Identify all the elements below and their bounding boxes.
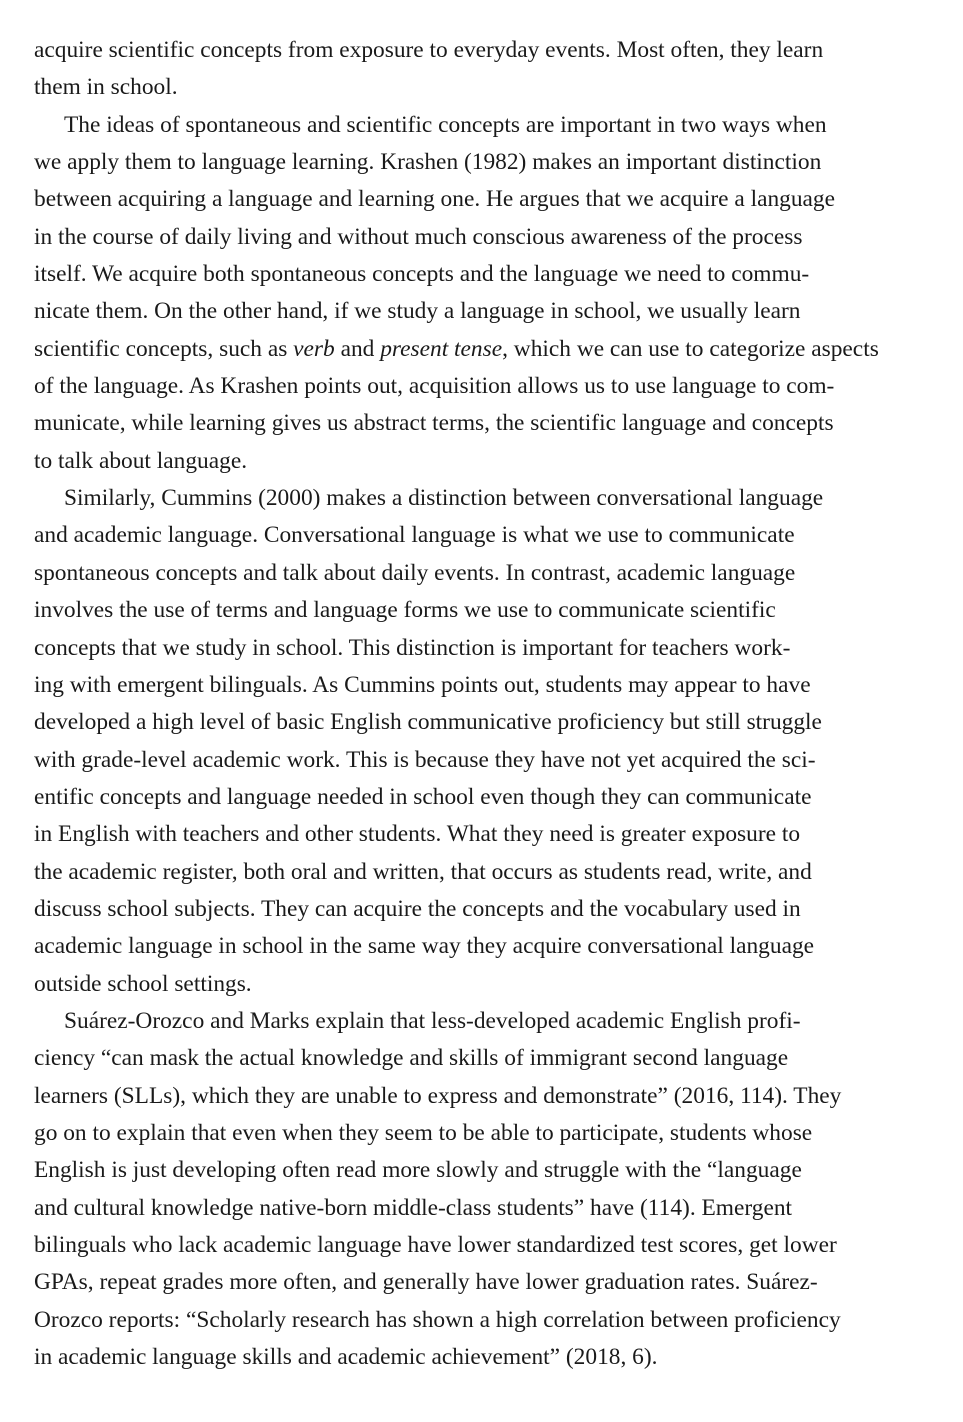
text-segment: discuss school subjects. They can acquire the concepts and the vocabulary used in [34,895,801,922]
text-line [34,181,936,218]
text-segment: spontaneous concepts and talk about daily events. In contrast, academic language [34,559,796,586]
text-segment: and academic language. Conversational language is what we use to communicate [34,522,795,549]
text-line [34,256,936,293]
text-line [34,480,936,517]
text-segment: bilinguals who lack academic language have lower standardized test scores, get lower [34,1232,837,1258]
text-line [34,443,936,480]
text-line [34,966,936,1003]
text-segment: in the course of daily living and without much conscious awareness of the process [34,223,803,250]
text-line [34,1190,936,1227]
text-line [34,331,936,368]
text-line [34,704,936,741]
text-segment: The ideas of spontaneous and scientific concepts are important in two ways when [64,111,827,138]
text-segment: ciency “can mask the actual knowledge and skills of immigrant second language [34,1045,789,1072]
text-line [34,1264,936,1301]
text-line [34,517,936,554]
italic-term: present tense [380,335,503,362]
text-line [34,592,936,629]
text-line [34,1227,936,1264]
text-line [34,1339,936,1376]
text-line [34,854,936,891]
text-segment: , which we can use to categorize aspects [502,335,879,362]
text-segment: with grade-level academic work. This is because they have not yet acquired the sci- [34,746,816,773]
paragraph-3 [34,480,936,1003]
italic-term: verb [293,335,335,362]
text-segment: scientific concepts, such as [34,335,294,362]
text-line [34,555,936,592]
text-segment: English is just developing often read more slowly and struggle with the “language [34,1157,802,1184]
text-line [34,630,936,667]
text-line [34,667,936,704]
text-line [34,891,936,928]
text-line [34,742,936,779]
text-line [34,1003,936,1040]
text-line [34,1078,936,1115]
text-line [34,219,936,256]
text-line [34,1115,936,1152]
text-segment: acquire scientific concepts from exposure to everyday events. Most often, they learn [34,37,824,63]
text-line [34,1040,936,1077]
text-segment: in academic language skills and academic achievement” (2018, 6). [34,1344,658,1371]
text-segment: we apply them to language learning. Krashen (1982) makes an important distinction [34,149,822,176]
text-segment: and [334,335,381,362]
text-segment: ing with emergent bilinguals. As Cummins points out, students may appear to have [34,671,811,698]
text-line [34,1302,936,1339]
text-segment: entific concepts and language needed in school even though they can communicate [34,783,812,810]
paragraph-4 [34,1003,936,1376]
text-segment: them in school. [34,74,178,101]
text-segment: Similarly, Cummins (2000) makes a distinction between conversational language [64,485,824,512]
text-segment: academic language in school in the same way they acquire conversational language [34,933,815,960]
text-line [34,293,936,330]
text-line [34,69,936,106]
text-segment: concepts that we study in school. This distinction is important for teachers work- [34,634,791,661]
text-line [34,816,936,853]
text-line [34,32,936,69]
text-line [34,144,936,181]
text-line [34,1152,936,1189]
text-segment: GPAs, repeat grades more often, and generally have lower graduation rates. Suárez- [34,1269,818,1296]
text-segment: municate, while learning gives us abstract terms, the scientific language and concepts [34,410,834,437]
text-segment: go on to explain that even when they seem to be able to participate, students whose [34,1119,813,1146]
text-segment: Orozco reports: “Scholarly research has shown a high correlation between proficiency [34,1306,841,1333]
text-segment: nicate them. On the other hand, if we study a language in school, we usually learn [34,298,801,325]
document-page [34,32,936,1376]
text-segment: to talk about language. [34,447,248,474]
text-segment: the academic register, both oral and written, that occurs as students read, write, and [34,858,812,885]
paragraph-1 [34,32,936,107]
text-segment: Suárez-Orozco and Marks explain that less-developed academic English profi- [64,1007,801,1034]
text-segment: of the language. As Krashen points out, acquisition allows us to use language to com- [34,373,835,400]
text-line [34,928,936,965]
text-segment: learners (SLLs), which they are unable to express and demonstrate” (2016, 114). They [34,1082,842,1109]
text-segment: itself. We acquire both spontaneous concepts and the language we need to commu- [34,261,810,288]
text-line [34,107,936,144]
text-line [34,405,936,442]
text-line [34,779,936,816]
text-segment: in English with teachers and other students. What they need is greater exposure to [34,821,801,848]
text-segment: and cultural knowledge native-born middle-class students” have (114). Emergent [34,1194,793,1221]
paragraph-2 [34,107,936,480]
text-segment: between acquiring a language and learning one. He argues that we acquire a language [34,186,835,213]
text-line [34,368,936,405]
text-segment: involves the use of terms and language forms we use to communicate scientific [34,597,776,624]
text-segment: outside school settings. [34,970,252,997]
text-segment: developed a high level of basic English communicative proficiency but still struggle [34,709,822,736]
